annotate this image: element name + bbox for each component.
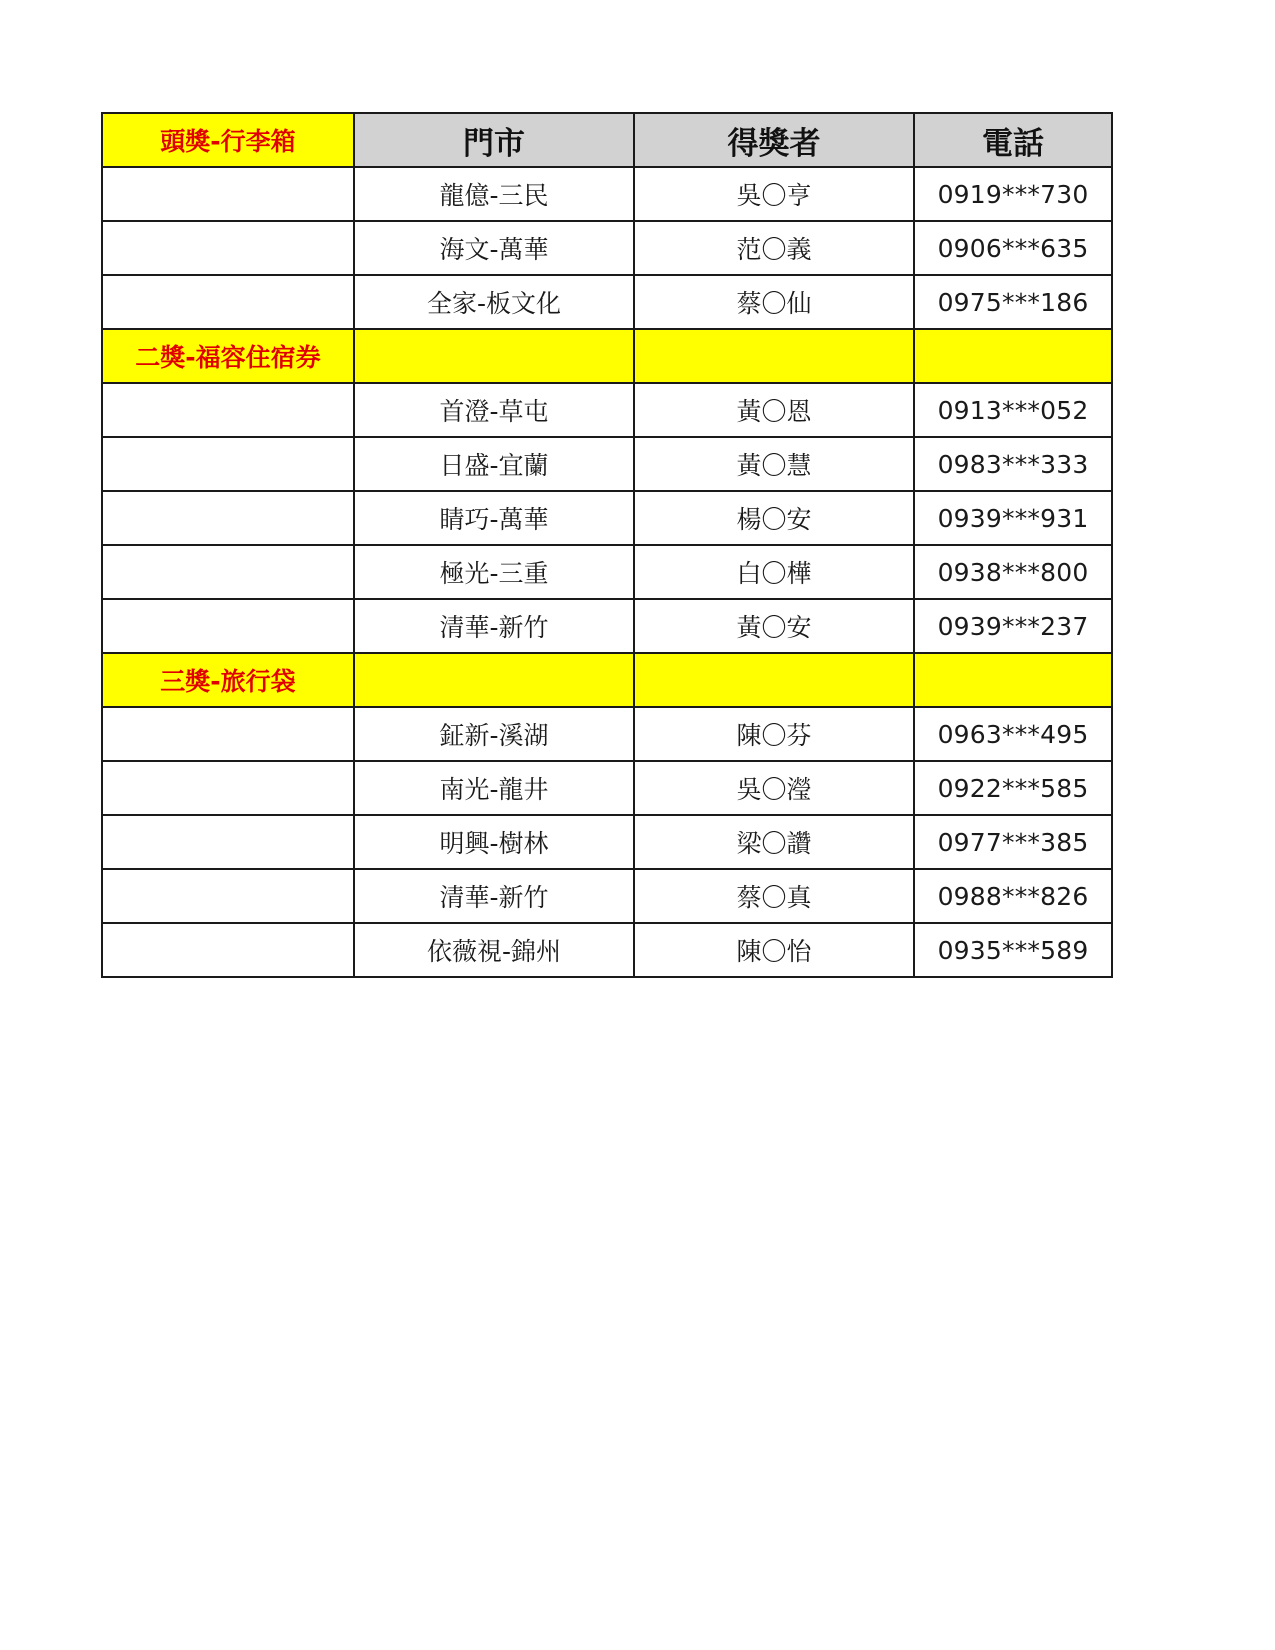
- highlight-cell: [914, 653, 1112, 707]
- highlight-cell: [354, 329, 634, 383]
- column-header-phone: 電話: [914, 113, 1112, 167]
- store-cell: 明興-樹林: [354, 815, 634, 869]
- phone-cell: 0939***237: [914, 599, 1112, 653]
- prize-label-first: 頭獎-行李箱: [102, 113, 354, 167]
- winner-cell: 黃〇恩: [634, 383, 914, 437]
- winners-table: [101, 112, 1113, 978]
- table-row: [102, 599, 1112, 653]
- phone-cell: 0938***800: [914, 545, 1112, 599]
- table-row: [102, 761, 1112, 815]
- winner-cell: 陳〇怡: [634, 923, 914, 977]
- column-header-winner: 得獎者: [634, 113, 914, 167]
- prize-label-third: 三獎-旅行袋: [102, 653, 354, 707]
- store-cell: 日盛-宜蘭: [354, 437, 634, 491]
- store-cell: 清華-新竹: [354, 599, 634, 653]
- store-cell: 清華-新竹: [354, 869, 634, 923]
- winner-cell: 陳〇芬: [634, 707, 914, 761]
- empty-cell: [102, 383, 354, 437]
- phone-cell: 0975***186: [914, 275, 1112, 329]
- empty-cell: [102, 869, 354, 923]
- prize-label-second: 二獎-福容住宿券: [102, 329, 354, 383]
- empty-cell: [102, 599, 354, 653]
- store-cell: 極光-三重: [354, 545, 634, 599]
- phone-cell: 0906***635: [914, 221, 1112, 275]
- table-row: [102, 869, 1112, 923]
- phone-cell: 0935***589: [914, 923, 1112, 977]
- highlight-cell: [914, 329, 1112, 383]
- winner-cell: 黃〇安: [634, 599, 914, 653]
- table-row: [102, 383, 1112, 437]
- empty-cell: [102, 437, 354, 491]
- phone-cell: 0922***585: [914, 761, 1112, 815]
- empty-cell: [102, 761, 354, 815]
- empty-cell: [102, 167, 354, 221]
- column-header-store: 門市: [354, 113, 634, 167]
- winner-cell: 吳〇瀅: [634, 761, 914, 815]
- store-cell: 依薇視-錦州: [354, 923, 634, 977]
- header-row: [102, 113, 1112, 167]
- winner-cell: 白〇樺: [634, 545, 914, 599]
- winner-cell: 黃〇慧: [634, 437, 914, 491]
- prize-row-second: [102, 329, 1112, 383]
- empty-cell: [102, 275, 354, 329]
- phone-cell: 0983***333: [914, 437, 1112, 491]
- table-row: [102, 707, 1112, 761]
- prize-row-third: [102, 653, 1112, 707]
- highlight-cell: [354, 653, 634, 707]
- empty-cell: [102, 545, 354, 599]
- store-cell: 全家-板文化: [354, 275, 634, 329]
- phone-cell: 0977***385: [914, 815, 1112, 869]
- winner-cell: 吳〇亨: [634, 167, 914, 221]
- winner-cell: 范〇義: [634, 221, 914, 275]
- empty-cell: [102, 221, 354, 275]
- phone-cell: 0913***052: [914, 383, 1112, 437]
- table-row: [102, 545, 1112, 599]
- store-cell: 龍億-三民: [354, 167, 634, 221]
- phone-cell: 0919***730: [914, 167, 1112, 221]
- table-row: [102, 167, 1112, 221]
- empty-cell: [102, 707, 354, 761]
- highlight-cell: [634, 329, 914, 383]
- empty-cell: [102, 491, 354, 545]
- table-row: [102, 221, 1112, 275]
- empty-cell: [102, 815, 354, 869]
- winner-cell: 楊〇安: [634, 491, 914, 545]
- table-row: [102, 923, 1112, 977]
- table-row: [102, 437, 1112, 491]
- store-cell: 首澄-草屯: [354, 383, 634, 437]
- empty-cell: [102, 923, 354, 977]
- store-cell: 南光-龍井: [354, 761, 634, 815]
- highlight-cell: [634, 653, 914, 707]
- store-cell: 睛巧-萬華: [354, 491, 634, 545]
- table-row: [102, 275, 1112, 329]
- phone-cell: 0988***826: [914, 869, 1112, 923]
- phone-cell: 0963***495: [914, 707, 1112, 761]
- phone-cell: 0939***931: [914, 491, 1112, 545]
- table-row: [102, 491, 1112, 545]
- store-cell: 鉦新-溪湖: [354, 707, 634, 761]
- table-row: [102, 815, 1112, 869]
- store-cell: 海文-萬華: [354, 221, 634, 275]
- winner-cell: 蔡〇真: [634, 869, 914, 923]
- winner-cell: 蔡〇仙: [634, 275, 914, 329]
- winner-cell: 梁〇讚: [634, 815, 914, 869]
